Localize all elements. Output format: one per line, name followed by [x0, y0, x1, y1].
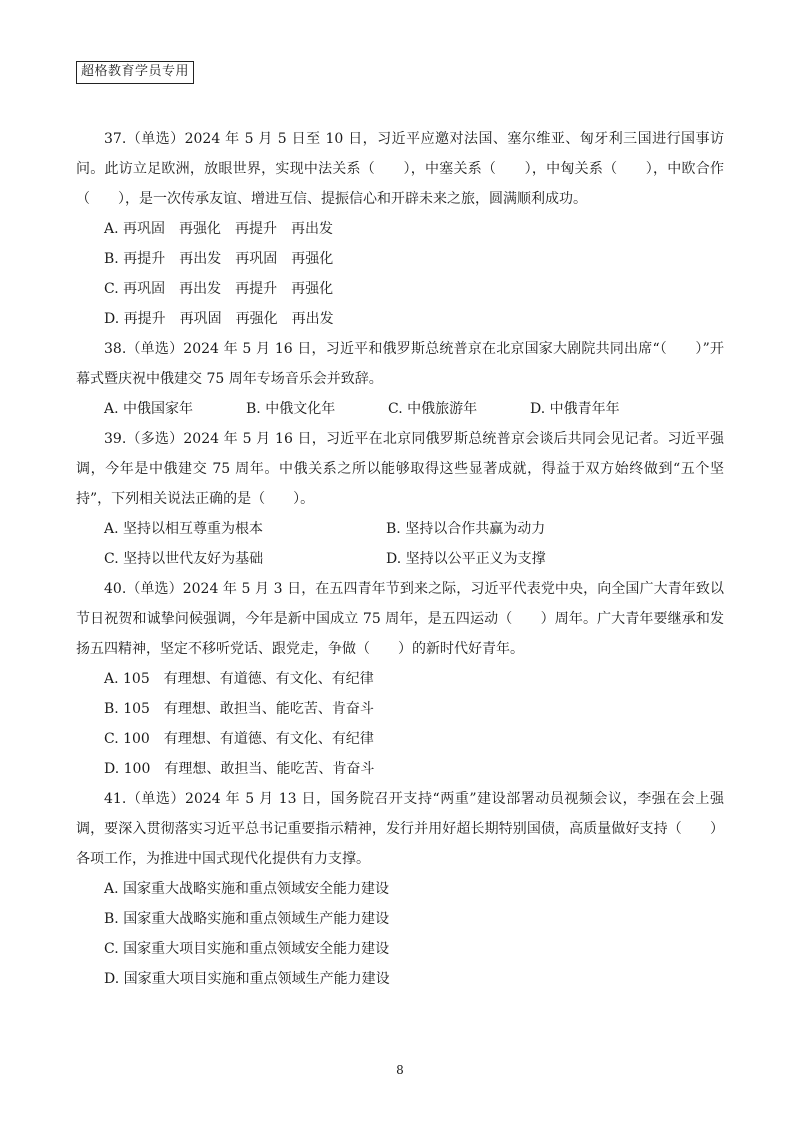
- question-list: [76, 124, 724, 994]
- header-tag: 超格教育学员专用: [76, 61, 194, 84]
- option-c: C. 中俄旅游年: [388, 401, 478, 417]
- option-a: A. 105 有理想、有道德、有文化、有纪律: [104, 671, 374, 687]
- option-d: D. 中俄青年年: [530, 401, 620, 417]
- option-b: B. 国家重大战略实施和重点领域生产能力建设: [104, 911, 390, 927]
- question-stem: 41.（单选）2024 年 5 月 13 日，国务院召开支持“两重”建设部署动员视频会议，李强在会上强调，要深入贯彻落实习近平总书记重要指示精神，发行并用好超长期特别国债，高质量做好支持（ ）各项工作，为推进中国式现代化提供有力支撑。: [76, 791, 724, 867]
- option-a: A. 坚持以相互尊重为根本: [104, 521, 264, 537]
- option-b: B. 再提升 再出发 再巩固 再强化: [104, 251, 334, 267]
- question-stem: 39.（多选）2024 年 5 月 16 日，习近平在北京同俄罗斯总统普京会谈后共同会见记者。习近平强调，今年是中俄建交 75 周年。中俄关系之所以能够取得这些显著成就，得益于双方始终做到“五个坚持”，下列相关说法正确的是（ ）。: [76, 431, 724, 507]
- option-d: D. 100 有理想、敢担当、能吃苦、肯奋斗: [104, 761, 375, 777]
- question-40: [76, 574, 724, 784]
- question-stem: 37.（单选）2024 年 5 月 5 日至 10 日，习近平应邀对法国、塞尔维亚、匈牙利三国进行国事访问。此访立足欧洲，放眼世界，实现中法关系（ ），中塞关系（ ），中匈关系（ ），中欧合作（ ），是一次传承友谊、增进互信、提振信心和开辟未来之旅，圆满顺利成功。: [76, 131, 724, 207]
- option-a: A. 再巩固 再强化 再提升 再出发: [104, 221, 334, 237]
- option-d: D. 国家重大项目实施和重点领域生产能力建设: [104, 971, 390, 987]
- question-stem: 38.（单选）2024 年 5 月 16 日，习近平和俄罗斯总统普京在北京国家大剧院共同出席“（ ）”开幕式暨庆祝中俄建交 75 周年专场音乐会并致辞。: [76, 341, 724, 387]
- option-a: A. 国家重大战略实施和重点领域安全能力建设: [104, 881, 390, 897]
- option-b: B. 坚持以合作共赢为动力: [386, 521, 546, 537]
- option-b: B. 中俄文化年: [246, 401, 336, 417]
- option-c: C. 再巩固 再出发 再提升 再强化: [104, 281, 334, 297]
- question-39: [76, 424, 724, 574]
- option-d: D. 再提升 再巩固 再强化 再出发: [104, 311, 334, 327]
- options-row: [76, 544, 724, 574]
- option-a: A. 中俄国家年: [104, 401, 194, 417]
- page-number: 8: [396, 1063, 404, 1077]
- option-b: B. 105 有理想、敢担当、能吃苦、肯奋斗: [104, 701, 374, 717]
- option-c: C. 100 有理想、有道德、有文化、有纪律: [104, 731, 374, 747]
- question-stem: 40.（单选）2024 年 5 月 3 日，在五四青年节到来之际，习近平代表党中央，向全国广大青年致以节日祝贺和诚挚问候强调，今年是新中国成立 75 周年，是五四运动（ ）周年。广大青年要继承和发扬五四精神，坚定不移听党话、跟党走，争做（ ）的新时代好青年。: [76, 581, 724, 657]
- options-row: [76, 514, 724, 544]
- question-37: [76, 124, 724, 334]
- option-c: C. 国家重大项目实施和重点领域安全能力建设: [104, 941, 390, 957]
- question-38: [76, 334, 724, 424]
- options-row: [76, 394, 724, 424]
- option-c: C. 坚持以世代友好为基础: [104, 551, 264, 567]
- option-d: D. 坚持以公平正义为支撑: [386, 551, 546, 567]
- question-41: [76, 784, 724, 994]
